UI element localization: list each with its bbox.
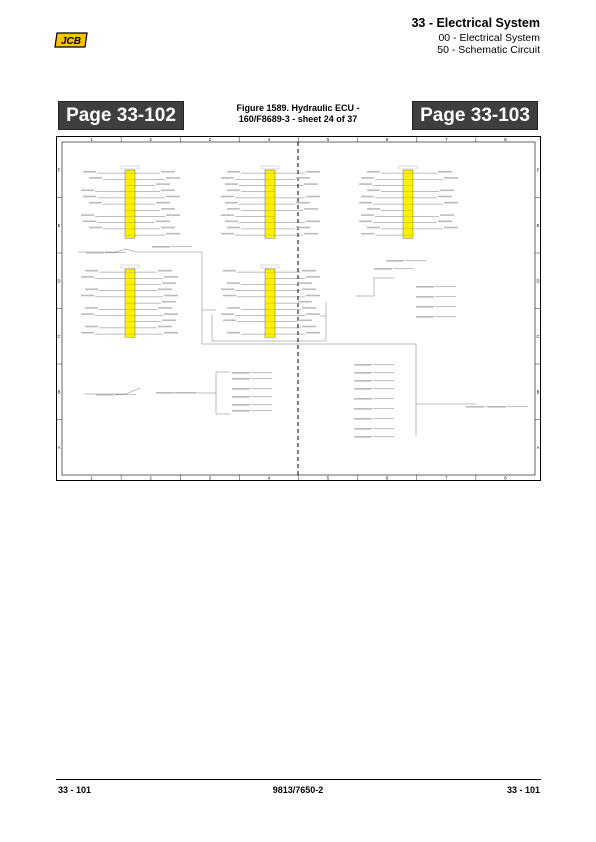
wire-label-stub	[354, 418, 372, 420]
wire-label-stub	[156, 183, 170, 185]
wire-label-stub	[438, 221, 452, 223]
wire-label-stub	[304, 208, 318, 210]
wire-label-stub	[166, 196, 180, 198]
column-label: 3	[208, 136, 211, 142]
wire-label-stub	[354, 388, 372, 390]
wire-label-stub	[354, 408, 372, 410]
wire-label-stub	[298, 301, 312, 303]
wire-label-stub	[96, 394, 114, 396]
wire-label-stub	[354, 380, 372, 382]
schematic-diagram	[56, 136, 541, 481]
wire-label-stub	[83, 196, 96, 198]
wire-label-stub	[81, 313, 94, 315]
wire-label-stub	[296, 177, 310, 179]
wire-label-stub	[367, 208, 380, 210]
wire-label-stub	[221, 196, 234, 198]
wire-label-stub	[306, 276, 320, 278]
chapter-title: 33 - Electrical System	[411, 16, 540, 30]
wire-label-stub	[304, 233, 318, 235]
wire-label-stub	[306, 196, 320, 198]
svg-text:JCB: JCB	[60, 36, 82, 47]
wire-label-stub	[221, 214, 234, 216]
wire-route	[356, 278, 394, 296]
wire-label-stub	[162, 282, 176, 284]
wire-label-stub	[223, 295, 236, 297]
wire-label-stub	[440, 190, 454, 192]
row-label: C	[536, 333, 540, 339]
wire-label-stub	[367, 171, 380, 173]
wire-label-stub	[89, 177, 102, 179]
wire-label-stub	[298, 282, 312, 284]
wire-label-stub	[158, 326, 172, 328]
wire-label-stub	[227, 208, 240, 210]
wire-label-stub	[221, 177, 234, 179]
wire-label-stub	[488, 406, 506, 408]
wire-label-stub	[223, 320, 236, 322]
wire-label-stub	[438, 196, 452, 198]
prev-page-button[interactable]: Page 33-102	[58, 101, 184, 130]
wire-label-stub	[306, 295, 320, 297]
wire-label-stub	[221, 289, 234, 291]
column-label: 4	[267, 136, 271, 142]
wire-label-stub	[225, 202, 238, 204]
wire-label-stub	[227, 227, 240, 229]
wire-label-stub	[166, 233, 180, 235]
wire-label-stub	[85, 326, 98, 328]
wire-label-stub	[354, 436, 372, 438]
connector-header	[121, 166, 139, 169]
wire-label-stub	[227, 171, 240, 173]
wire-label-stub	[166, 214, 180, 216]
wire-label-stub	[302, 307, 316, 309]
row-label: E	[57, 222, 61, 228]
wire-label-stub	[81, 332, 94, 334]
wire-label-stub	[232, 396, 250, 398]
row-label: F	[536, 167, 540, 173]
wire-label-stub	[416, 296, 434, 298]
column-label: 1	[90, 475, 93, 481]
wire-label-stub	[298, 320, 312, 322]
wire-label-stub	[367, 227, 380, 229]
wire-label-stub	[158, 307, 172, 309]
row-label: D	[57, 278, 61, 284]
column-label: 8	[504, 475, 507, 481]
footer-doc-number: 9813/7650-2	[272, 785, 324, 795]
row-label: D	[536, 278, 540, 284]
wire-label-stub	[416, 286, 434, 288]
jcb-logo	[54, 32, 88, 48]
column-label: 6	[386, 136, 389, 142]
wire-label-stub	[444, 227, 458, 229]
wire-label-stub	[161, 208, 175, 210]
figure-title	[222, 103, 374, 125]
wire-label-stub	[162, 320, 176, 322]
wire-label-stub	[232, 404, 250, 406]
column-label: 4	[267, 475, 271, 481]
wire-label-stub	[374, 268, 392, 270]
connector-header	[121, 265, 139, 268]
wire-label-stub	[306, 332, 320, 334]
wire-label-stub	[158, 289, 172, 291]
wire-label-stub	[306, 221, 320, 223]
wire-label-stub	[225, 221, 238, 223]
wire-label-stub	[83, 221, 96, 223]
wire-label-stub	[152, 246, 170, 248]
wire-label-stub	[359, 183, 372, 185]
wire-route	[78, 249, 202, 252]
wire-label-stub	[232, 410, 250, 412]
footer-rule	[56, 779, 541, 780]
wire-label-stub	[232, 372, 250, 374]
wire-label-stub	[232, 388, 250, 390]
row-label: A	[536, 444, 540, 450]
wire-label-stub	[466, 406, 484, 408]
footer-page-left: 33 - 101	[58, 785, 92, 795]
wire-label-stub	[359, 202, 372, 204]
wire-label-stub	[232, 378, 250, 380]
wire-label-stub	[416, 306, 434, 308]
wire-label-stub	[306, 171, 320, 173]
wire-label-stub	[156, 221, 170, 223]
wire-label-stub	[296, 227, 310, 229]
column-label: 2	[149, 475, 152, 481]
wire-label-stub	[161, 227, 175, 229]
wire-label-stub	[166, 177, 180, 179]
wire-label-stub	[386, 260, 404, 262]
wire-label-stub	[354, 428, 372, 430]
wire-route	[84, 388, 140, 394]
connector-header	[399, 166, 417, 169]
column-label: 1	[90, 136, 93, 142]
figure-title-line1: Figure 1589. Hydraulic ECU -	[236, 103, 360, 113]
wire-label-stub	[85, 289, 98, 291]
column-label: 7	[445, 136, 448, 142]
wire-label-stub	[444, 202, 458, 204]
section-title: 00 - Electrical System	[438, 32, 540, 44]
wire-label-stub	[354, 398, 372, 400]
column-label: 8	[504, 136, 507, 142]
wire-label-stub	[444, 177, 458, 179]
wire-label-stub	[225, 183, 238, 185]
wire-label-stub	[83, 171, 96, 173]
wire-label-stub	[158, 270, 172, 272]
wire-label-stub	[162, 301, 176, 303]
wire-label-stub	[161, 190, 175, 192]
column-label: 6	[386, 475, 389, 481]
wire-label-stub	[361, 233, 374, 235]
wire-label-stub	[161, 171, 175, 173]
wire-label-stub	[354, 372, 372, 374]
wire-label-stub	[81, 295, 94, 297]
wire-label-stub	[164, 295, 178, 297]
wire-label-stub	[306, 313, 320, 315]
wire-label-stub	[354, 364, 372, 366]
wire-label-stub	[227, 190, 240, 192]
next-page-button[interactable]: Page 33-103	[412, 101, 538, 130]
wire-label-stub	[89, 202, 102, 204]
wire-label-stub	[81, 190, 94, 192]
wire-label-stub	[164, 332, 178, 334]
wire-label-stub	[227, 307, 240, 309]
footer-page-right: 33 - 101	[506, 785, 540, 795]
figure-title-line2: 160/F8689-3 - sheet 24 of 37	[238, 114, 358, 124]
wire-label-stub	[81, 214, 94, 216]
wire-label-stub	[296, 202, 310, 204]
wire-label-stub	[361, 177, 374, 179]
column-label: 5	[326, 475, 330, 481]
column-label: 5	[326, 136, 330, 142]
row-label: B	[57, 389, 61, 395]
wire-label-stub	[89, 227, 102, 229]
connector-header	[261, 265, 279, 268]
row-label: E	[536, 222, 540, 228]
wire-label-stub	[302, 326, 316, 328]
wire-label-stub	[304, 183, 318, 185]
column-label: 7	[445, 475, 448, 481]
wire-label-stub	[438, 171, 452, 173]
wire-label-stub	[221, 233, 234, 235]
column-label: 3	[208, 475, 211, 481]
row-label: C	[57, 333, 61, 339]
wire-label-stub	[156, 392, 174, 394]
wire-label-stub	[361, 196, 374, 198]
wire-label-stub	[85, 307, 98, 309]
wire-label-stub	[361, 214, 374, 216]
wire-label-stub	[302, 289, 316, 291]
schematic-wires	[78, 171, 528, 438]
wire-label-stub	[164, 276, 178, 278]
wire-label-stub	[81, 276, 94, 278]
wire-label-stub	[359, 221, 372, 223]
wire-label-stub	[416, 316, 434, 318]
connector-header	[261, 166, 279, 169]
subsection-title: 50 - Schematic Circuit	[437, 44, 540, 56]
row-label: A	[57, 444, 61, 450]
row-label: F	[57, 167, 61, 173]
schematic-column-labels	[90, 137, 507, 481]
wire-label-stub	[227, 282, 240, 284]
schematic-connectors	[121, 166, 417, 337]
wire-label-stub	[85, 270, 98, 272]
wire-label-stub	[221, 313, 234, 315]
wire-label-stub	[227, 332, 240, 334]
wire-label-stub	[302, 270, 316, 272]
row-label: B	[536, 389, 540, 395]
wire-label-stub	[367, 190, 380, 192]
column-label: 2	[149, 136, 152, 142]
wire-label-stub	[164, 313, 178, 315]
wire-label-stub	[223, 270, 236, 272]
wire-label-stub	[156, 202, 170, 204]
wire-label-stub	[440, 214, 454, 216]
wire-label-stub	[86, 252, 104, 254]
